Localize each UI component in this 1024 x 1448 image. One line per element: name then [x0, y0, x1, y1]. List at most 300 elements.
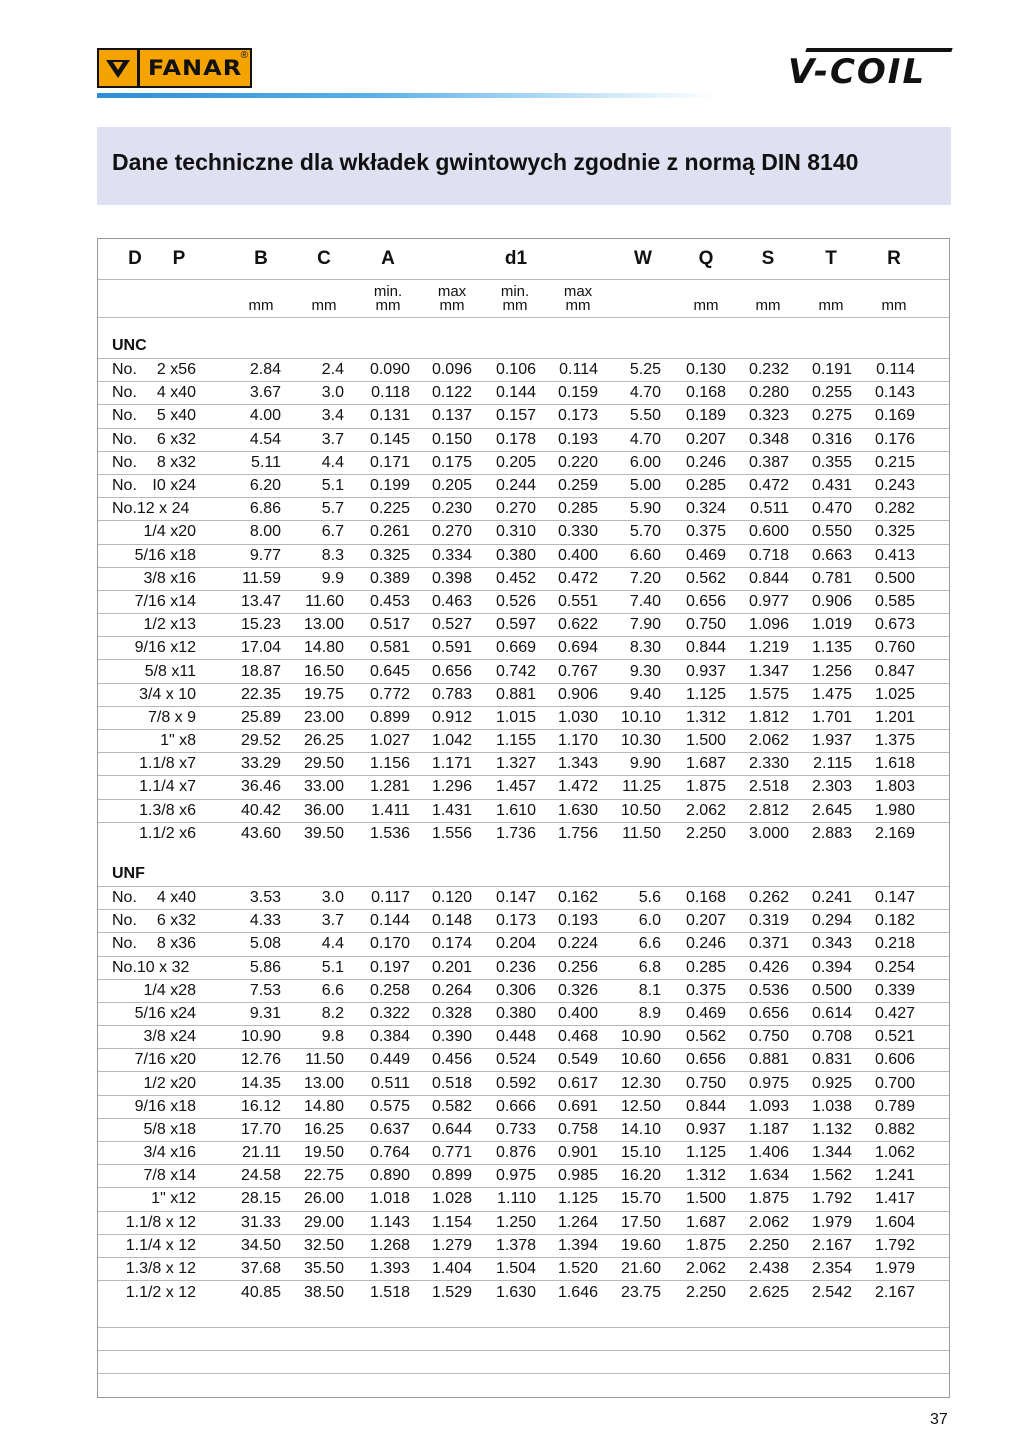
cell-size: 2 x56 [156, 361, 196, 379]
cell-s: 1.875 [748, 1190, 789, 1208]
table-row [98, 730, 949, 753]
cell-d1-min: 1.610 [495, 801, 536, 819]
cell-size: 7/16 x20 [134, 1051, 196, 1069]
cell-q: 0.844 [685, 1097, 726, 1115]
table-row [98, 980, 949, 1003]
cell-r: 0.500 [874, 569, 915, 587]
cell-w: 8.30 [629, 639, 661, 657]
cell-q: 0.285 [685, 958, 726, 976]
unit-q: mm [693, 297, 719, 314]
cell-d1-max: 0.400 [557, 546, 598, 564]
cell-size: 6 x32 [156, 912, 196, 930]
cell-r: 1.417 [874, 1190, 915, 1208]
cell-r: 0.673 [874, 616, 915, 634]
cell-s: 0.319 [748, 912, 789, 930]
cell-d1-min: 0.178 [495, 430, 536, 448]
cell-r: 1.241 [874, 1167, 915, 1185]
unit-a-min-top: min. [373, 283, 403, 300]
cell-a-max: 0.096 [431, 361, 472, 379]
cell-a-max: 1.279 [431, 1236, 472, 1254]
cell-b: 5.11 [251, 453, 281, 471]
cell-s: 0.881 [748, 1051, 789, 1069]
cell-b: 28.15 [240, 1190, 281, 1208]
unit-r: mm [881, 297, 907, 314]
cell-b: 29.52 [240, 732, 281, 750]
cell-s: 2.518 [748, 778, 789, 796]
cell-s: 0.975 [748, 1074, 789, 1092]
col-header-d1: d1 [504, 248, 528, 269]
cell-r: 0.147 [874, 889, 915, 907]
cell-c: 22.75 [303, 1167, 344, 1185]
cell-d1-min: 0.597 [495, 616, 536, 634]
cell-a-max: 0.390 [431, 1028, 472, 1046]
cell-q: 0.285 [685, 477, 726, 495]
table-row [98, 887, 949, 910]
table-row [98, 1258, 949, 1281]
cell-a-min: 0.144 [369, 912, 410, 930]
cell-d1-min: 0.448 [495, 1028, 536, 1046]
cell-d1-min: 0.306 [495, 981, 536, 999]
cell-r: 0.847 [874, 662, 915, 680]
cell-a-max: 0.463 [431, 592, 472, 610]
cell-r: 0.325 [874, 523, 915, 541]
cell-b: 17.04 [240, 639, 281, 657]
cell-r: 0.760 [874, 639, 915, 657]
cell-b: 9.77 [249, 546, 281, 564]
cell-r: 0.143 [874, 384, 915, 402]
cell-r: 1.979 [874, 1260, 915, 1278]
cell-d: No. [112, 912, 137, 930]
cell-t: 0.316 [811, 430, 852, 448]
cell-w: 5.25 [629, 361, 661, 379]
cell-w: 17.50 [620, 1213, 661, 1231]
cell-a-max: 0.174 [431, 935, 472, 953]
cell-s: 0.472 [748, 477, 789, 495]
cell-d1-max: 0.162 [557, 889, 598, 907]
cell-c: 11.60 [305, 592, 344, 610]
cell-w: 6.0 [638, 912, 661, 930]
cell-s: 0.718 [748, 546, 789, 564]
cell-r: 1.618 [874, 755, 915, 773]
cell-t: 1.562 [811, 1167, 852, 1185]
cell-t: 0.708 [811, 1028, 852, 1046]
cell-a-max: 0.201 [431, 958, 472, 976]
cell-w: 10.10 [620, 708, 661, 726]
cell-t: 0.925 [811, 1074, 852, 1092]
cell-a-max: 0.334 [431, 546, 472, 564]
cell-a-min: 0.645 [369, 662, 410, 680]
cell-d1-min: 0.592 [495, 1074, 536, 1092]
cell-q: 0.656 [685, 1051, 726, 1069]
cell-s: 1.096 [748, 616, 789, 634]
cell-r: 0.169 [874, 407, 915, 425]
cell-c: 16.25 [303, 1120, 344, 1138]
cell-s: 0.387 [748, 453, 789, 471]
cell-c: 5.1 [321, 958, 344, 976]
cell-a-max: 0.912 [431, 708, 472, 726]
cell-w: 11.25 [622, 778, 661, 796]
cell-d1-min: 0.742 [495, 662, 536, 680]
cell-q: 2.250 [685, 1283, 726, 1301]
cell-size: 4 x40 [156, 384, 196, 402]
cell-a-max: 1.529 [431, 1283, 472, 1301]
cell-a-min: 0.389 [369, 569, 410, 587]
cell-s: 1.093 [748, 1097, 789, 1115]
cell-w: 9.90 [629, 755, 661, 773]
cell-s: 1.812 [748, 708, 789, 726]
cell-w: 6.6 [638, 935, 661, 953]
cell-b: 3.53 [249, 889, 281, 907]
cell-size: 9/16 x12 [134, 639, 196, 657]
cell-t: 2.303 [811, 778, 852, 796]
cell-a-min: 1.156 [369, 755, 410, 773]
cell-d1-min: 0.270 [495, 500, 536, 518]
cell-d1-max: 0.691 [557, 1097, 598, 1115]
table-row [98, 1235, 949, 1258]
table-row [98, 910, 949, 933]
cell-q: 0.469 [685, 546, 726, 564]
cell-d1-max: 1.756 [557, 825, 598, 843]
table-row [98, 957, 949, 980]
table-row [98, 1026, 949, 1049]
cell-size: 1.1/8 x 12 [125, 1213, 196, 1231]
cell-size: 1/4 x20 [143, 523, 196, 541]
cell-w: 4.70 [629, 384, 661, 402]
cell-t: 1.937 [811, 732, 852, 750]
brand-right-text: V-COIL [788, 52, 927, 92]
cell-c: 8.2 [321, 1004, 344, 1022]
cell-b: 24.58 [240, 1167, 281, 1185]
cell-a-min: 1.027 [369, 732, 410, 750]
cell-s: 0.511 [750, 500, 789, 518]
cell-d1-min: 0.380 [495, 546, 536, 564]
cell-s: 0.750 [748, 1028, 789, 1046]
cell-c: 3.0 [321, 384, 344, 402]
cell-d1-max: 0.224 [557, 935, 598, 953]
cell-d1-max: 0.551 [557, 592, 598, 610]
cell-d: No. [112, 935, 137, 953]
cell-a-max: 0.148 [431, 912, 472, 930]
cell-t: 2.115 [813, 755, 852, 773]
cell-r: 0.215 [874, 453, 915, 471]
cell-a-max: 1.042 [431, 732, 472, 750]
cell-q: 0.324 [685, 500, 726, 518]
cell-c: 4.4 [321, 935, 344, 953]
cell-c: 13.00 [303, 1074, 344, 1092]
cell-b: 4.54 [249, 430, 281, 448]
table-row [98, 614, 949, 637]
cell-d1-min: 1.327 [495, 755, 536, 773]
cell-a-min: 1.281 [369, 778, 410, 796]
cell-q: 0.246 [685, 453, 726, 471]
cell-b: 11.59 [242, 569, 281, 587]
cell-c: 26.25 [303, 732, 344, 750]
cell-c: 9.9 [321, 569, 344, 587]
cell-r: 0.882 [874, 1120, 915, 1138]
blank-row [98, 1304, 949, 1327]
unit-d1-max: mm [565, 297, 591, 314]
cell-t: 1.701 [811, 708, 852, 726]
cell-d1-min: 0.244 [495, 477, 536, 495]
cell-w: 10.30 [620, 732, 661, 750]
v-mark-icon [99, 50, 137, 86]
cell-d: No. [112, 477, 137, 495]
cell-r: 2.167 [874, 1283, 915, 1301]
cell-w: 7.40 [629, 592, 661, 610]
cell-b: 2.84 [249, 361, 281, 379]
cell-size: 1.1/8 x7 [139, 755, 196, 773]
cell-q: 2.250 [685, 825, 726, 843]
cell-a-max: 0.205 [431, 477, 472, 495]
cell-q: 0.750 [685, 1074, 726, 1092]
cell-a-max: 0.328 [431, 1004, 472, 1022]
cell-d1-max: 0.400 [557, 1004, 598, 1022]
cell-s: 0.656 [748, 1004, 789, 1022]
cell-d1-min: 1.736 [495, 825, 536, 843]
cell-d1-min: 0.106 [495, 361, 536, 379]
cell-c: 3.4 [321, 407, 344, 425]
table-row [98, 521, 949, 544]
cell-t: 2.883 [811, 825, 852, 843]
cell-d1-max: 0.330 [557, 523, 598, 541]
table-row [98, 475, 949, 498]
cell-a-min: 1.518 [369, 1283, 410, 1301]
cell-a-max: 0.771 [431, 1144, 472, 1162]
cell-a-min: 0.899 [369, 708, 410, 726]
cell-s: 0.232 [748, 361, 789, 379]
cell-a-min: 0.197 [369, 958, 410, 976]
cell-q: 0.562 [685, 569, 726, 587]
cell-s: 2.250 [748, 1236, 789, 1254]
cell-t: 0.550 [811, 523, 852, 541]
cell-d1-max: 0.906 [557, 685, 598, 703]
cell-b: 36.46 [240, 778, 281, 796]
col-header-t: T [825, 248, 837, 269]
cell-b: 43.60 [240, 825, 281, 843]
cell-t: 1.132 [811, 1120, 852, 1138]
cell-d1-max: 1.394 [557, 1236, 598, 1254]
cell-c: 3.0 [321, 889, 344, 907]
cell-a-min: 0.258 [369, 981, 410, 999]
cell-c: 32.50 [303, 1236, 344, 1254]
cell-size: 7/8 x14 [143, 1167, 196, 1185]
col-header-q: Q [698, 248, 714, 269]
cell-c: 14.80 [303, 1097, 344, 1115]
cell-size: 5/8 x18 [143, 1120, 196, 1138]
cell-q: 0.937 [685, 1120, 726, 1138]
cell-a-min: 0.517 [369, 616, 410, 634]
cell-a-min: 1.393 [369, 1260, 410, 1278]
cell-b: 3.67 [249, 384, 281, 402]
registered-mark: ® [240, 50, 248, 61]
cell-a-min: 0.171 [369, 453, 410, 471]
cell-w: 10.90 [620, 1028, 661, 1046]
cell-d1-min: 1.630 [495, 1283, 536, 1301]
cell-t: 0.241 [811, 889, 852, 907]
cell-t: 1.344 [811, 1144, 852, 1162]
table-row [98, 933, 949, 956]
cell-w: 6.00 [629, 453, 661, 471]
cell-size: 1" x8 [160, 732, 196, 750]
cell-d: No. [112, 361, 137, 379]
cell-size: 3/8 x24 [143, 1028, 196, 1046]
unit-c: mm [311, 297, 337, 314]
cell-a-min: 0.117 [371, 889, 410, 907]
cell-c: 38.50 [303, 1283, 344, 1301]
vcoil-logo [786, 44, 952, 92]
cell-s: 0.262 [748, 889, 789, 907]
cell-a-max: 0.175 [431, 453, 472, 471]
cell-d1-min: 0.666 [495, 1097, 536, 1115]
cell-size [138, 957, 196, 979]
cell-w: 10.60 [620, 1051, 661, 1069]
cell-d1-max: 0.193 [557, 912, 598, 930]
cell-s: 0.426 [748, 958, 789, 976]
cell-d: No. [112, 430, 137, 448]
cell-s: 0.977 [748, 592, 789, 610]
cell-w: 6.60 [629, 546, 661, 564]
cell-d1-max: 1.264 [557, 1213, 598, 1231]
table-row [98, 1003, 949, 1026]
cell-r: 0.700 [874, 1074, 915, 1092]
cell-q: 0.375 [685, 523, 726, 541]
cell-q: 1.125 [685, 1144, 726, 1162]
cell-r: 1.980 [874, 801, 915, 819]
cell-w: 14.10 [620, 1120, 661, 1138]
cell-r: 0.427 [874, 1004, 915, 1022]
cell-a-max: 0.137 [431, 407, 472, 425]
cell-d1-min: 0.157 [495, 407, 536, 425]
cell-r: 0.114 [876, 361, 915, 379]
cell-d1-max: 0.173 [557, 407, 598, 425]
cell-r: 2.169 [874, 825, 915, 843]
cell-a-min: 0.325 [369, 546, 410, 564]
cell-d1-max: 0.468 [557, 1028, 598, 1046]
cell-a-min: 1.536 [369, 825, 410, 843]
cell-w: 21.60 [620, 1260, 661, 1278]
cell-size: 1/2 x13 [143, 616, 196, 634]
cell-w: 5.6 [638, 889, 661, 907]
cell-size: 6 x32 [156, 430, 196, 448]
cell-d1-max: 0.326 [557, 981, 598, 999]
cell-d1-min: 1.457 [495, 778, 536, 796]
cell-r: 1.201 [874, 708, 915, 726]
table-row [98, 1188, 949, 1211]
cell-w: 23.75 [620, 1283, 661, 1301]
section-label-unf: UNF [112, 864, 145, 882]
table-row [98, 568, 949, 591]
col-header-a: A [381, 248, 395, 269]
cell-size: 1.3/8 x6 [139, 801, 196, 819]
cell-d1-max: 1.030 [557, 708, 598, 726]
cell-b: 22.35 [240, 685, 281, 703]
cell-s: 0.600 [748, 523, 789, 541]
cell-size: 1.1/4 x 12 [125, 1236, 196, 1254]
cell-s: 1.219 [748, 639, 789, 657]
cell-r: 0.254 [874, 958, 915, 976]
cell-w: 7.90 [629, 616, 661, 634]
cell-t: 0.614 [811, 1004, 852, 1022]
cell-a-max: 0.264 [431, 981, 472, 999]
cell-q: 0.130 [685, 361, 726, 379]
unit-d1-min-top: min. [500, 283, 530, 300]
cell-d1-max: 0.985 [557, 1167, 598, 1185]
table-row [98, 1119, 949, 1142]
cell-a-max: 1.171 [431, 755, 472, 773]
table-row [98, 1212, 949, 1235]
cell-a-max: 0.122 [431, 384, 472, 402]
table-row [98, 1096, 949, 1119]
cell-r: 0.585 [874, 592, 915, 610]
cell-q: 0.207 [685, 430, 726, 448]
cell-a-min: 0.225 [369, 500, 410, 518]
cell-a-min: 0.772 [369, 685, 410, 703]
col-header-d: D [128, 248, 142, 269]
cell-a-max: 0.150 [431, 430, 472, 448]
cell-d1-min: 0.733 [495, 1120, 536, 1138]
cell-a-min: 0.090 [369, 361, 410, 379]
cell-w: 5.50 [629, 407, 661, 425]
cell-d1-max: 0.256 [557, 958, 598, 976]
cell-s: 0.323 [748, 407, 789, 425]
table-row [98, 776, 949, 799]
cell-d1-max: 0.622 [557, 616, 598, 634]
unit-b: mm [248, 297, 274, 314]
cell-c: 5.7 [321, 500, 344, 518]
cell-d1-max: 0.549 [557, 1051, 598, 1069]
cell-q: 1.500 [685, 1190, 726, 1208]
cell-a-min: 0.170 [369, 935, 410, 953]
cell-r: 0.413 [874, 546, 915, 564]
unit-a-max-top: max [437, 283, 467, 300]
cell-r: 0.789 [874, 1097, 915, 1115]
cell-w: 5.90 [629, 500, 661, 518]
cell-d1-min: 1.250 [495, 1213, 536, 1231]
cell-r: 0.176 [874, 430, 915, 448]
cell-t: 0.431 [811, 477, 852, 495]
header-row [98, 239, 949, 280]
cell-w: 11.50 [622, 825, 661, 843]
cell-d1-max: 1.343 [557, 755, 598, 773]
cell-s: 0.844 [748, 569, 789, 587]
cell-q: 0.207 [685, 912, 726, 930]
cell-size: 5/16 x18 [134, 546, 196, 564]
cell-d: No. [112, 453, 137, 471]
cell-d1-min: 0.524 [495, 1051, 536, 1069]
cell-b: 5.86 [249, 958, 281, 976]
cell-s: 2.062 [748, 732, 789, 750]
cell-d1-min: 0.876 [495, 1144, 536, 1162]
cell-t: 0.355 [811, 453, 852, 471]
cell-a-max: 0.456 [431, 1051, 472, 1069]
cell-c: 11.50 [305, 1051, 344, 1069]
cell-size: 5 x40 [156, 407, 196, 425]
cell-size: 3/8 x16 [143, 569, 196, 587]
cell-a-max: 0.518 [431, 1074, 472, 1092]
cell-a-min: 0.449 [369, 1051, 410, 1069]
cell-d: No.12 x 24 [112, 500, 190, 518]
cell-d1-min: 0.236 [495, 958, 536, 976]
cell-a-max: 1.556 [431, 825, 472, 843]
cell-d1-max: 1.630 [557, 801, 598, 819]
cell-t: 1.256 [811, 662, 852, 680]
cell-q: 2.062 [685, 1260, 726, 1278]
cell-a-max: 0.398 [431, 569, 472, 587]
cell-r: 0.521 [874, 1028, 915, 1046]
cell-d1-max: 0.617 [557, 1074, 598, 1092]
cell-a-max: 0.591 [431, 639, 472, 657]
unf-body [98, 887, 949, 1304]
